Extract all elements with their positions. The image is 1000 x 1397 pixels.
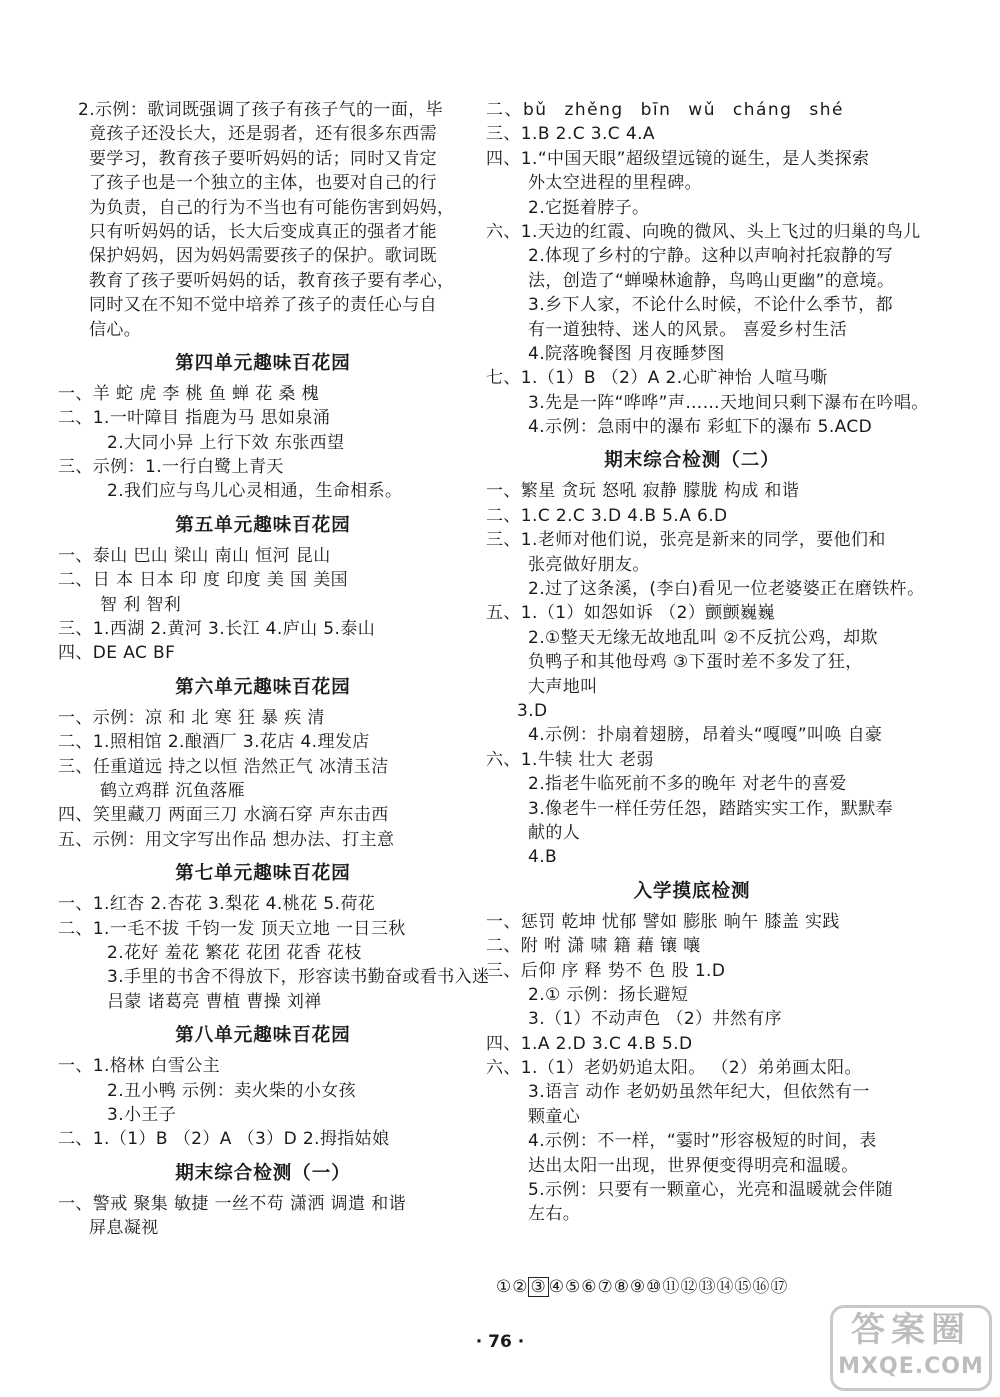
pager-current[interactable]: ③ [530,1277,547,1297]
text-line: 大声地叫 [528,676,598,697]
text-line: 负鸭子和其他母鸡 ③下蛋时差不多发了狂， [528,652,863,673]
text-line: 三、后仰 序 释 势不 色 股 1.D [486,960,726,981]
text-line: 只有听妈妈的话，长大后变成真正的强者才能 [89,221,437,242]
section-title: 第六单元趣味百花园 [175,676,351,698]
page-navigator[interactable] [496,1272,788,1297]
section-title: 第八单元趣味百花园 [175,1025,351,1047]
text-line: 教育了孩子要听妈妈的话，教育孩子要有孝心， [89,270,455,291]
text-line: 一、羊 蛇 虎 李 桃 鱼 蝉 花 桑 槐 [58,383,320,404]
text-line: 四、1.“中国天眼”超级望远镜的诞生，是人类探索 [486,148,870,169]
text-line: 3.像老牛一样任劳任怨，踏踏实实工作，默默奉 [528,798,894,819]
text-line: 二、1.C 2.C 3.D 4.B 5.A 6.D [486,505,728,526]
watermark-top: 答案圈 [851,1310,971,1350]
text-line: 3.D [517,700,548,721]
text-line: 2.它挺着脖子。 [528,197,650,218]
text-line: 3.乡下人家，不论什么时候，不论什么季节，都 [528,295,894,316]
text-line: 2.过了这条溪，(李白)看见一位老婆婆正在磨铁杵。 [528,579,925,600]
text-line: 法，创造了“蝉噪林逾静，鸟鸣山更幽”的意境。 [528,270,895,291]
text-line: 三、示例：1.一行白鹭上青天 [58,457,284,478]
watermark-bottom: MXQE.COM [838,1354,984,1379]
text-line: 一、1.格林 白雪公主 [58,1056,221,1077]
text-line: 保护妈妈，因为妈妈需要孩子的保护。歌词既 [89,246,437,267]
text-line: 4.B [528,847,558,868]
text-line: 一、1.红杏 2.杏花 3.梨花 4.桃花 5.荷花 [58,894,376,915]
page-number: · 76 · [475,1332,525,1352]
text-line: 一、繁星 贪玩 怒吼 寂静 朦胧 构成 和谐 [486,481,800,502]
text-line: 四、1.A 2.D 3.C 4.B 5.D [486,1033,693,1054]
text-line: 四、DE AC BF [58,643,176,664]
text-line: 智 利 智利 [100,594,182,615]
text-line: 4.院落晚餐图 月夜睡梦图 [528,343,725,364]
text-line: 要学习，教育孩子要听妈妈的话；同时又肯定 [89,148,437,169]
text-line: 为负责，自己的行为不当也有可能伤害到妈妈， [89,197,455,218]
text-line: 3.小王子 [107,1104,177,1125]
text-line: 五、示例：用文字写出作品 想办法、打主意 [58,829,395,850]
text-line: 三、任重道远 持之以恒 浩然正气 冰清玉洁 [58,756,389,777]
text-line: 七、1.（1）B （2）A 2.心旷神怡 人喧马嘶 [486,368,828,389]
text-line: 三、1.西湖 2.黄河 3.长江 4.庐山 5.泰山 [58,619,376,640]
text-line: 吕蒙 诸葛亮 曹植 曹操 刘禅 [107,991,322,1012]
section-title: 期末综合检测（一） [175,1162,351,1184]
watermark-logo [830,1305,992,1391]
text-line: 六、1.天边的红霞、向晚的微风、头上飞过的归巢的鸟儿 [486,221,921,242]
section-title: 第七单元趣味百花园 [175,863,351,885]
pager-after[interactable]: ④⑤⑥⑦⑧⑨⑩⑪⑫⑬⑭⑮⑯⑰ [548,1277,789,1297]
text-line: 六、1.（1）老奶奶追太阳。 （2）弟弟画太阳。 [486,1058,862,1079]
text-line: 2.示例：歌词既强调了孩子有孩子气的一面，毕 [78,100,444,120]
text-line: 4.示例：急雨中的瀑布 彩虹下的瀑布 5.ACD [528,417,873,438]
text-line: 4.示例：不一样，“霎时”形容极短的时间，表 [528,1131,877,1152]
text-line: 左右。 [528,1204,581,1225]
text-line: 二、1.一毛不拔 千钧一发 顶天立地 一日三秋 [58,918,406,939]
text-line: 3.（1）不动声色 （2）井然有序 [528,1009,783,1030]
text-line: 二、1.照相馆 2.酿酒厂 3.花店 4.理发店 [58,732,370,753]
text-line: 2.① 示例：扬长避短 [528,984,689,1005]
text-line: 鹤立鸡群 沉鱼落雁 [100,780,246,801]
text-line: 一、示例：凉 和 北 寒 狂 暴 疾 清 [58,707,325,728]
text-line: 献的人 [528,822,581,843]
text-line: 四、笑里藏刀 两面三刀 水滴石穿 声东击西 [58,805,389,826]
text-line: 颗童心 [528,1106,581,1127]
text-line: 3.手里的书舍不得放下，形容读书勤奋或看书入迷 [107,967,490,988]
text-line: 2.我们应与鸟儿心灵相通，生命相系。 [107,481,403,502]
text-line: 竟孩子还没长大，还是弱者，还有很多东西需 [89,124,437,145]
section-title: 期末综合检测（二） [604,450,780,472]
text-line: 信心。 [89,319,142,340]
text-line: 二、日 本 日本 印 度 印度 美 国 美国 [58,570,349,591]
text-line: 达出太阳一出现，世界便变得明亮和温暖。 [528,1155,859,1176]
text-line: 一、泰山 巴山 梁山 南山 恒河 昆山 [58,545,331,566]
section-title: 入学摸底检测 [633,880,751,902]
text-line: 3.先是一阵“哗哗”声……天地间只剩下瀑布在吟唱。 [528,392,929,413]
pager-before[interactable]: ①② [496,1277,529,1297]
text-line: 2.花好 羞花 繁花 花团 花香 花枝 [107,942,362,963]
text-line: 4.示例：扑扇着翅膀，昂着头“嘎嘎”叫唤 自豪 [528,725,883,746]
text-line: 外太空进程的里程碑。 [528,173,702,194]
text-line: 三、1.老师对他们说，张亮是新来的同学，要他们和 [486,530,886,551]
left-column [58,98,490,1240]
text-line: 一、警戒 聚集 敏捷 一丝不苟 潇洒 调遣 和谐 [58,1193,407,1214]
text-line: 屏息凝视 [89,1218,159,1239]
text-line: 3.语言 动作 老奶奶虽然年纪大，但依然有一 [528,1082,870,1103]
text-line: 六、1.牛犊 壮大 老弱 [486,749,654,770]
text-line: 2.①整天无缘无故地乱叫 ②不反抗公鸡，却欺 [528,627,878,648]
text-line: 了孩子也是一个独立的主体，也要对自己的行 [89,173,437,194]
text-line: 二、1.一叶障目 指鹿为马 思如泉涌 [58,408,331,429]
text-line: 二、bǔ zhěng bīn wǔ cháng shé [486,100,844,120]
text-line: 有一道独特、迷人的风景。 喜爱乡村生活 [528,319,848,340]
text-line: 2.体现了乡村的宁静。这种以声响衬托寂静的写 [528,246,894,267]
right-column [486,98,929,1227]
text-line: 三、1.B 2.C 3.C 4.A [486,124,655,145]
text-line: 五、1.（1）如怨如诉 （2）颤颤巍巍 [486,603,775,624]
text-line: 二、附 咐 潇 啸 籍 藉 镶 嚷 [486,936,701,957]
text-line: 一、惩罚 乾坤 忧郁 譬如 膨胀 晌午 膝盖 实践 [486,911,840,932]
text-line: 张亮做好朋友。 [528,554,650,575]
text-line: 二、1.（1）B （2）A （3）D 2.拇指姑娘 [58,1129,390,1150]
section-title: 第五单元趣味百花园 [175,514,351,536]
section-title: 第四单元趣味百花园 [175,352,351,374]
text-line: 2.丑小鸭 示例：卖火柴的小女孩 [107,1080,357,1101]
text-line: 同时又在不知不觉中培养了孩子的责任心与自 [89,295,437,316]
text-line: 2.指老牛临死前不多的晚年 对老牛的喜爱 [528,774,847,795]
text-line: 2.大同小异 上行下效 东张西望 [107,432,345,453]
text-line: 5.示例：只要有一颗童心，光亮和温暖就会伴随 [528,1180,894,1201]
